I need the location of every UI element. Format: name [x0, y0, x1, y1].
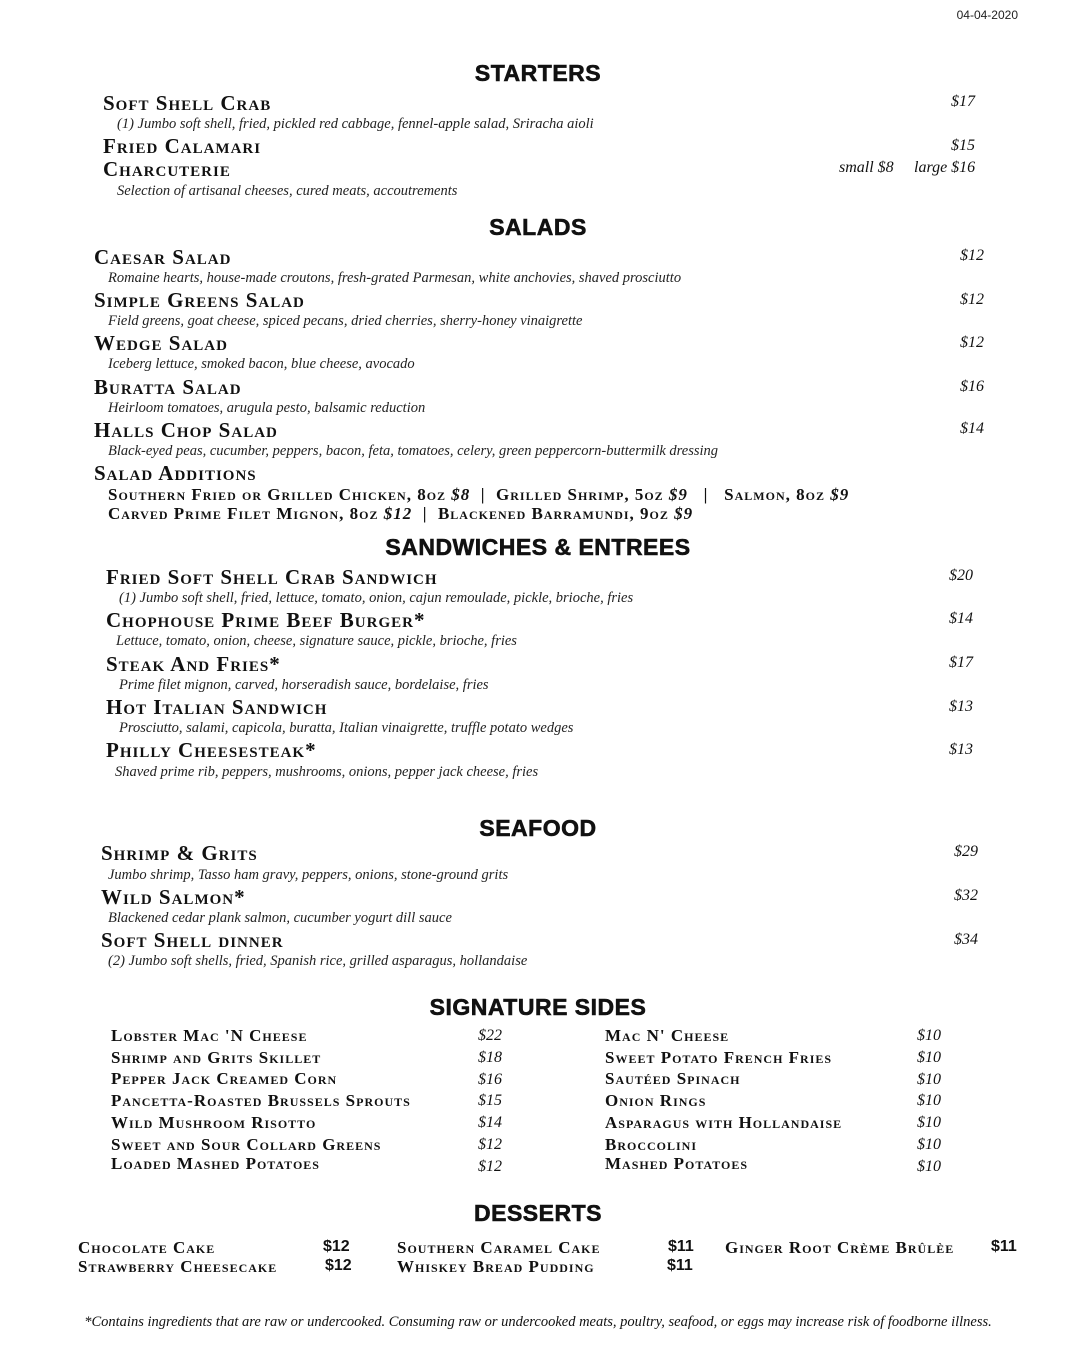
side-name: Sautéed Spinach: [605, 1069, 741, 1088]
side-name: Broccolini: [605, 1135, 698, 1154]
item-price: $17: [951, 93, 975, 110]
section-title-seafood: SEAFOOD: [479, 815, 597, 841]
item-price: $20: [949, 567, 973, 584]
item-description: Heirloom tomatoes, arugula pesto, balsamic reduction: [108, 400, 426, 416]
section-title-salads: SALADS: [489, 214, 587, 240]
addition-price: $9: [668, 485, 688, 504]
dessert-name: Ginger Root Crème Brûlèe: [725, 1238, 955, 1257]
side-price: $12: [478, 1136, 502, 1153]
side-price: $10: [917, 1027, 941, 1044]
dessert-price: $12: [323, 1238, 350, 1255]
side-price: $14: [478, 1114, 502, 1131]
addition-text: Blackened Barramundi, 9oz: [437, 504, 669, 523]
side-name: Onion Rings: [605, 1091, 707, 1110]
item-description: Prosciutto, salami, capicola, buratta, Italian vinaigrette, truffle potato wedges: [119, 720, 574, 736]
item-price: $12: [960, 291, 984, 308]
addition-text: Southern Fried or Grilled Chicken, 8oz: [108, 485, 447, 504]
item-description: Selection of artisanal cheeses, cured meats, accoutrements: [117, 183, 458, 199]
item-price: $12: [960, 247, 984, 264]
side-price: $12: [478, 1158, 502, 1175]
side-price: $10: [917, 1136, 941, 1153]
addition-text: Carved Prime Filet Mignon, 8oz: [108, 504, 379, 523]
item-description: Blackened cedar plank salmon, cucumber yogurt dill sauce: [108, 910, 452, 926]
item-name: Simple Greens Salad: [94, 288, 305, 312]
item-description: Prime filet mignon, carved, horseradish sauce, bordelaise, fries: [119, 677, 489, 693]
item-name: Chophouse Prime Beef Burger*: [106, 608, 426, 632]
item-name: Philly Cheesesteak*: [106, 738, 317, 762]
side-price: $10: [917, 1049, 941, 1066]
addition-text: Grilled Shrimp, 5oz: [496, 485, 664, 504]
item-name: Buratta Salad: [94, 375, 242, 399]
dessert-name: Southern Caramel Cake: [397, 1238, 601, 1257]
side-name: Mac N' Cheese: [605, 1026, 730, 1045]
section-title-sandwiches: SANDWICHES & ENTREES: [385, 534, 691, 560]
dessert-price: $11: [668, 1238, 694, 1255]
side-name: Wild Mushroom Risotto: [111, 1113, 317, 1132]
side-name: Lobster Mac 'N Cheese: [111, 1026, 308, 1045]
item-name: Wild Salmon*: [101, 885, 246, 909]
dessert-price: $11: [667, 1257, 693, 1274]
dessert-price: $12: [325, 1257, 352, 1274]
item-price: $16: [960, 378, 984, 395]
item-description: Field greens, goat cheese, spiced pecans, dried cherries, sherry-honey vinaigrette: [108, 313, 583, 329]
item-price: $34: [954, 931, 978, 948]
item-name: Hot Italian Sandwich: [106, 695, 328, 719]
side-price: $22: [478, 1027, 502, 1044]
item-price: $29: [954, 843, 978, 860]
salad-additions-title: Salad Additions: [94, 461, 257, 485]
separator: |: [422, 504, 428, 523]
item-price: $13: [949, 698, 973, 715]
salad-additions-line-1: [108, 485, 849, 504]
side-price: $16: [478, 1071, 502, 1088]
item-price: $32: [954, 887, 978, 904]
side-price: $18: [478, 1049, 502, 1066]
section-title-sides: SIGNATURE SIDES: [429, 994, 647, 1020]
side-price: $10: [917, 1158, 941, 1175]
item-name: Charcuterie: [103, 157, 231, 181]
item-name: Soft Shell dinner: [101, 928, 284, 952]
item-price: $13: [949, 741, 973, 758]
item-price: $15: [951, 137, 975, 154]
item-name: Fried Calamari: [103, 134, 262, 158]
item-price-large: large $16: [914, 159, 976, 176]
separator: |: [703, 485, 709, 504]
side-name: Pancetta-Roasted Brussels Sprouts: [111, 1091, 411, 1110]
addition-text: Salmon, 8oz: [724, 485, 825, 504]
side-name: Sweet Potato French Fries: [605, 1048, 833, 1067]
item-name: Halls Chop Salad: [94, 418, 278, 442]
item-price: $12: [960, 334, 984, 351]
footnote: *Contains ingredients that are raw or undercooked. Consuming raw or undercooked meats, poultry, seafood, or eggs may increase risk of foodborne illness.: [84, 1314, 992, 1330]
salad-additions-line-2: [108, 504, 693, 523]
item-description: Jumbo shrimp, Tasso ham gravy, peppers, onions, stone-ground grits: [108, 867, 509, 883]
side-name: Mashed Potatoes: [605, 1154, 749, 1173]
dessert-price: $11: [991, 1238, 1017, 1255]
addition-price: $9: [674, 504, 694, 523]
item-description: Shaved prime rib, peppers, mushrooms, onions, pepper jack cheese, fries: [115, 764, 539, 780]
addition-price: $12: [383, 504, 413, 523]
side-name: Loaded Mashed Potatoes: [111, 1154, 320, 1173]
addition-price: $9: [830, 485, 850, 504]
section-title-desserts: DESSERTS: [474, 1200, 602, 1226]
item-name: Wedge Salad: [94, 331, 228, 355]
side-price: $10: [917, 1114, 941, 1131]
side-name: Pepper Jack Creamed Corn: [111, 1069, 338, 1088]
side-price: $15: [478, 1092, 502, 1109]
section-title-starters: STARTERS: [474, 60, 602, 86]
separator: |: [480, 485, 486, 504]
item-price: $14: [949, 610, 973, 627]
menu-date: 04-04-2020: [956, 8, 1018, 22]
item-name: Shrimp & Grits: [101, 841, 258, 865]
item-name: Caesar Salad: [94, 245, 232, 269]
side-name: Asparagus with Hollandaise: [605, 1113, 843, 1132]
side-name: Shrimp and Grits Skillet: [111, 1048, 322, 1067]
item-price-small: small $8: [839, 159, 894, 176]
item-description: Black-eyed peas, cucumber, peppers, bacon, feta, tomatoes, celery, green peppercorn-buttermilk dressing: [108, 443, 719, 459]
item-description: Iceberg lettuce, smoked bacon, blue cheese, avocado: [108, 356, 415, 372]
item-name: Soft Shell Crab: [103, 91, 272, 115]
side-name: Sweet and Sour Collard Greens: [111, 1135, 382, 1154]
dessert-name: Strawberry Cheesecake: [78, 1257, 278, 1276]
item-name: Steak And Fries*: [106, 652, 281, 676]
addition-price: $8: [451, 485, 471, 504]
item-price: $17: [949, 654, 973, 671]
side-price: $10: [917, 1071, 941, 1088]
item-description: (1) Jumbo soft shell, fried, pickled red cabbage, fennel-apple salad, Sriracha aioli: [117, 116, 594, 132]
item-description: (1) Jumbo soft shell, fried, lettuce, tomato, onion, cajun remoulade, pickle, brioche, fries: [119, 590, 634, 606]
side-price: $10: [917, 1092, 941, 1109]
item-price: $14: [960, 420, 984, 437]
item-description: (2) Jumbo soft shells, fried, Spanish rice, grilled asparagus, hollandaise: [108, 953, 528, 969]
item-name: Fried Soft Shell Crab Sandwich: [106, 565, 438, 589]
item-description: Lettuce, tomato, onion, cheese, signature sauce, pickle, brioche, fries: [116, 633, 517, 649]
dessert-name: Chocolate Cake: [78, 1238, 216, 1257]
dessert-name: Whiskey Bread Pudding: [397, 1257, 595, 1276]
item-description: Romaine hearts, house-made croutons, fresh-grated Parmesan, white anchovies, shaved prosciutto: [108, 270, 682, 286]
